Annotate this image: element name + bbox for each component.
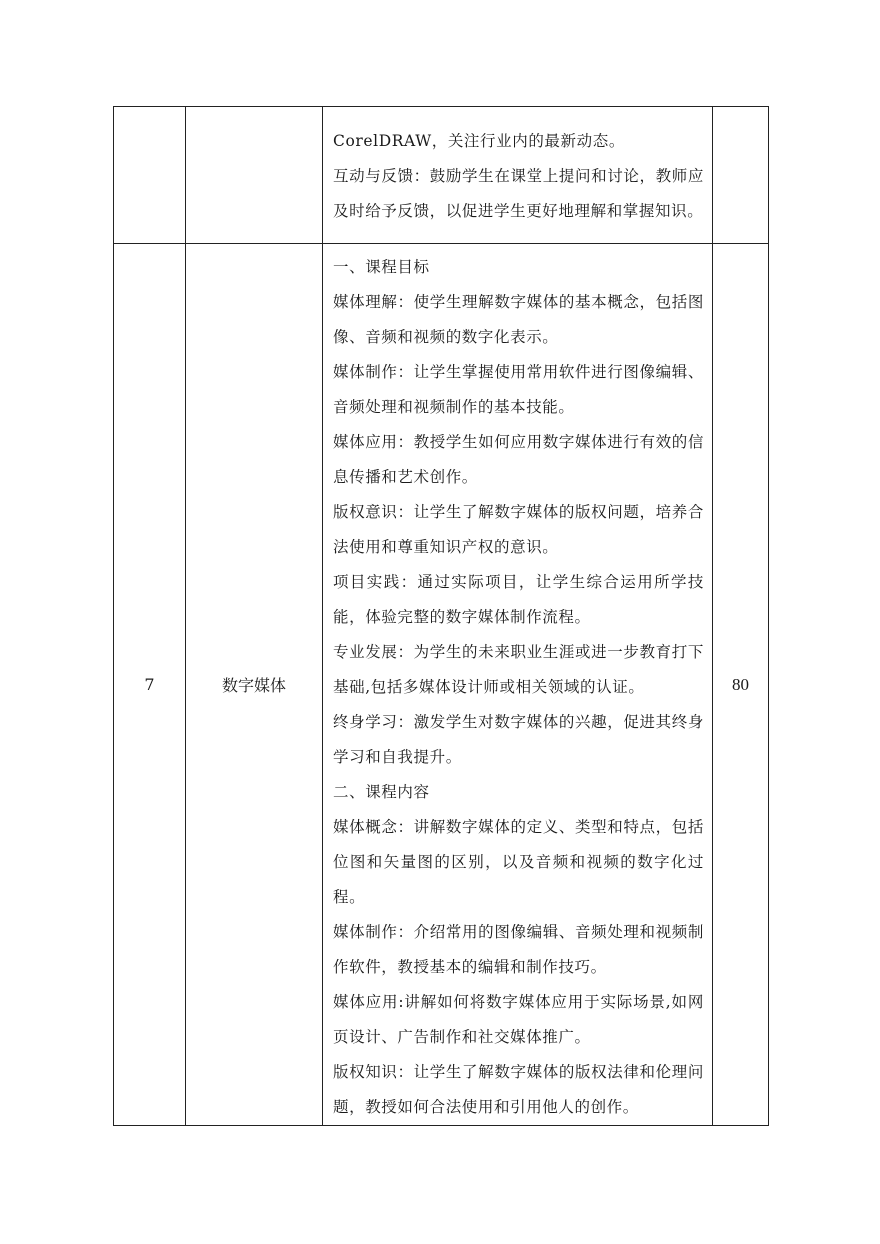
section-heading: 二、课程内容 xyxy=(333,783,430,801)
content-paragraph: 项目实践：通过实际项目，让学生综合运用所学技能，体验完整的数字媒体制作流程。 xyxy=(333,573,704,626)
course-content-cell xyxy=(323,107,713,244)
section-heading: 一、课程目标 xyxy=(333,258,430,276)
course-hours-cell xyxy=(713,107,769,244)
content-paragraph: 媒体应用:讲解如何将数字媒体应用于实际场景,如网页设计、广告制作和社交媒体推广。 xyxy=(333,993,704,1046)
course-content-cell xyxy=(323,244,713,1126)
course-hours-cell: 80 xyxy=(713,244,769,1126)
content-paragraph: 媒体概念：讲解数字媒体的定义、类型和特点，包括位图和矢量图的区别，以及音频和视频的数字化过程。 xyxy=(333,818,704,906)
course-table xyxy=(113,106,769,1126)
content-paragraph: 专业发展：为学生的未来职业生涯或进一步教育打下基础,包括多媒体设计师或相关领域的认证。 xyxy=(333,643,704,696)
content-paragraph: 终身学习：激发学生对数字媒体的兴趣，促进其终身学习和自我提升。 xyxy=(333,713,704,766)
table-row-course-7 xyxy=(114,244,769,1126)
content-paragraph: 版权意识：让学生了解数字媒体的版权问题，培养合法使用和尊重知识产权的意识。 xyxy=(333,503,704,556)
course-number-cell xyxy=(114,107,186,244)
content-paragraph: 媒体应用：教授学生如何应用数字媒体进行有效的信息传播和艺术创作。 xyxy=(333,433,704,486)
content-paragraph: CorelDRAW，关注行业内的最新动态。 xyxy=(333,132,625,150)
course-number-cell: 7 xyxy=(114,244,186,1126)
course-name-cell: 数字媒体 xyxy=(186,244,323,1126)
table-row-continuation xyxy=(114,107,769,244)
course-name-cell xyxy=(186,107,323,244)
content-paragraph: 媒体制作：介绍常用的图像编辑、音频处理和视频制作软件，教授基本的编辑和制作技巧。 xyxy=(333,923,704,976)
content-paragraph: 互动与反馈：鼓励学生在课堂上提问和讨论，教师应及时给予反馈，以促进学生更好地理解和掌握知识。 xyxy=(333,167,704,220)
content-paragraph: 版权知识：让学生了解数字媒体的版权法律和伦理问题，教授如何合法使用和引用他人的创作。 xyxy=(333,1063,704,1116)
content-paragraph: 媒体理解：使学生理解数字媒体的基本概念，包括图像、音频和视频的数字化表示。 xyxy=(333,293,704,346)
content-paragraph: 媒体制作：让学生掌握使用常用软件进行图像编辑、音频处理和视频制作的基本技能。 xyxy=(333,363,704,416)
